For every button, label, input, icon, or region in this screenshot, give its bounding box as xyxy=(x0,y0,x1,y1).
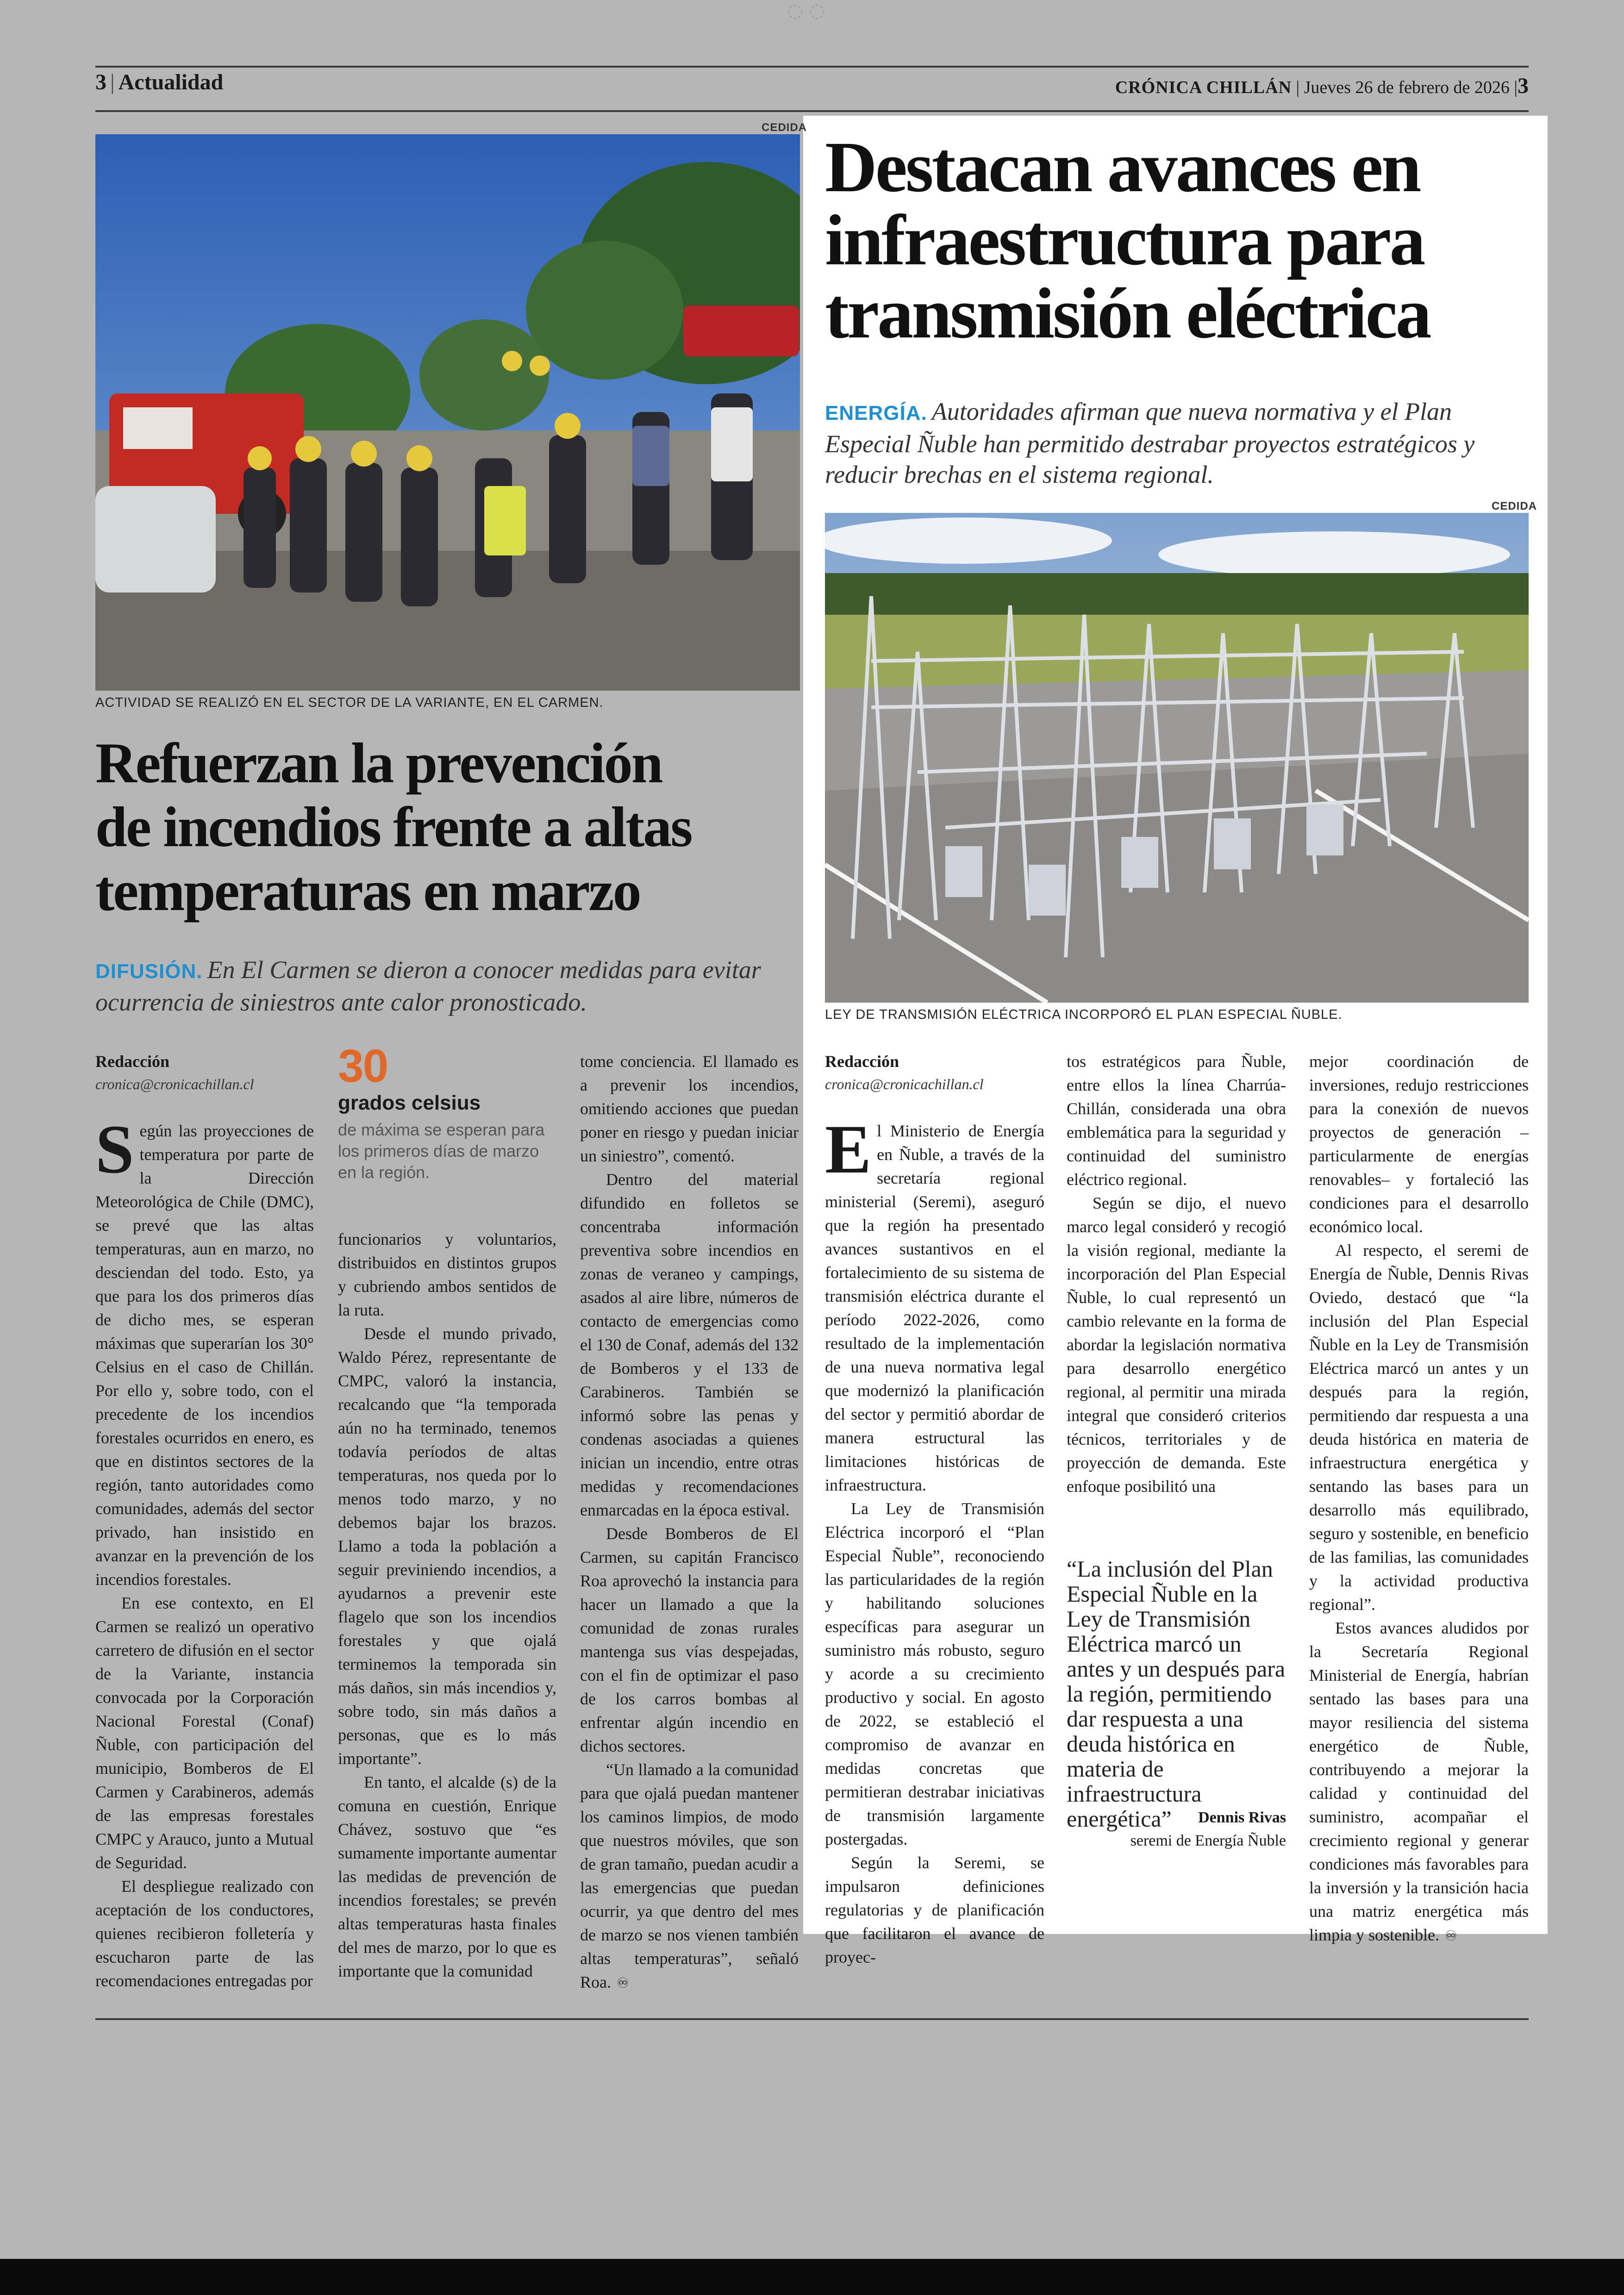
left-col3-p3: Desde Bomberos de El Carmen, su capitán Francisco Roa aprovechó la instancia para hacer un llamado a que la comunidad de zonas rurales mantenga sus vías despejadas, con el fin de optimizar el paso de los carros bombas al enfrentar algún incendio en dichos sectores. xyxy=(580,1524,799,1755)
section-header: 3 | Actualidad xyxy=(95,70,224,94)
left-headline-line: de incendios frente a altas xyxy=(95,795,692,859)
left-col3-p4: “Un llamado a la comunidad para que ojalá puedan mantener los caminos limpios, de modo que nuestros móviles, que son de gran tamaño, puedan acudir a las emergencias que puedan ocurrir, ya que dentro del mes de marzo se nos vienen también altas temperaturas”, señaló Roa. xyxy=(580,1760,799,1991)
right-photo-caption: LEY DE TRANSMISIÓN ELÉCTRICA INCORPORÓ EL PLAN ESPECIAL ÑUBLE. xyxy=(825,1007,1343,1022)
publication-date: Jueves 26 de febrero de 2026 xyxy=(1304,78,1510,97)
stat-label: grados celsius xyxy=(338,1091,481,1114)
right-headline-line: transmisión eléctrica xyxy=(825,273,1430,353)
left-photo-credit: CEDIDA xyxy=(762,121,807,134)
pull-quote: “La inclusión del Plan Especial Ñuble en la Ley de Transmisión Eléctrica marcó un antes y un después para la región, permitiendo dar respuesta a una deuda histórica en materia de infraestructura energética” xyxy=(1067,1556,1286,1832)
firefighters-photo-illustration xyxy=(95,134,800,691)
left-headline-line: temperaturas en marzo xyxy=(95,859,640,923)
substation-photo xyxy=(825,513,1529,1003)
right-column-2 xyxy=(1067,1050,1286,1498)
right-col1-p2: La Ley de Transmisión Eléctrica incorporó el “Plan Especial Ñuble”, reconociendo las particularidades de la región y habilitando soluciones específicas para asegurar un suministro más robusto, seguro y acorde a su crecimiento productivo y social. En agosto de 2022, se estableció el compromiso de avanzar en medidas concretas que permitieran destrabar iniciativas de transmisión largamente postergadas. xyxy=(825,1499,1044,1848)
right-byline: Redacción xyxy=(825,1052,899,1071)
right-col3-p3: Estos avances aludidos por la Secretaría Regional Ministerial de Energía, habrían sentado las bases para una mayor resiliencia del sistema energético de Ñuble, contribuyendo a mejorar la calidad y continuidad del suministro, acompañar el crecimiento regional y generar condiciones más favorables para la inversión y la transición hacia una matriz energética más limpia y sostenible. xyxy=(1309,1619,1529,1944)
left-column-2 xyxy=(338,1228,556,1983)
left-kicker: DIFUSIÓN. xyxy=(95,960,203,983)
left-deck-text: En El Carmen se dieron a conocer medidas para evitar ocurrencia de siniestros ante calor pronosticado. xyxy=(95,956,761,1016)
right-deck xyxy=(825,396,1533,490)
stat-number: 30 xyxy=(338,1040,388,1092)
left-col2-p2: Desde el mundo privado, Waldo Pérez, representante de CMPC, valoró la instancia, recalcando que “la temporada aún no ha terminado, tenemos todavía períodos de altas temperaturas, nos queda por lo menos todo marzo, y no debemos bajar los brazos. Llamo a toda la población a seguir previniendo incendios, a ayudarnos a prevenir este flagelo que son los incendios forestales y que ojalá terminemos la temporada sin más daños, sin más incendios y, sobre todo, sin más daños a personas, que es lo más importante”. xyxy=(338,1324,556,1768)
left-photo-caption: ACTIVIDAD SE REALIZÓ EN EL SECTOR DE LA VARIANTE, EN EL CARMEN. xyxy=(95,695,604,710)
end-mark-icon: ♾ xyxy=(617,1975,629,1991)
left-column-1 xyxy=(95,1111,314,1993)
right-col3-p2: Al respecto, el seremi de Energía de Ñuble, Dennis Rivas Oviedo, destacó que “la inclusión del Plan Especial Ñuble en la Ley de Transmisión Eléctrica marcó un antes y un después para la región, permitiendo dar respuesta a una deuda histórica en materia de infraestructura energética y sentando las bases para un desarrollo más equilibrado, seguro y sostenible, en beneficio de las familias, las comunidades y la actividad productiva regional”. xyxy=(1309,1241,1529,1614)
left-headline xyxy=(95,731,799,923)
substation-photo-illustration xyxy=(825,513,1529,1003)
right-kicker: ENERGÍA. xyxy=(825,402,927,424)
left-email[interactable]: cronica@cronicachillan.cl xyxy=(95,1076,254,1092)
footer-rule xyxy=(95,2018,1529,2020)
header-bottom-rule xyxy=(95,110,1529,112)
left-col3-p1: tome conciencia. El llamado es a prevenir los incendios, omitiendo acciones que puedan poner en riesgo y puedan iniciar un siniestro”, comentó. xyxy=(580,1052,799,1165)
quote-author-name: Dennis Rivas xyxy=(1198,1809,1286,1826)
right-dropcap: E xyxy=(825,1111,872,1188)
right-headline xyxy=(825,127,1538,353)
header-top-rule xyxy=(95,66,1529,68)
right-email[interactable]: cronica@cronicachillan.cl xyxy=(825,1076,984,1092)
left-dropcap: S xyxy=(95,1111,134,1188)
publication-name: CRÓNICA CHILLÁN xyxy=(1115,78,1292,97)
section-name: Actualidad xyxy=(118,70,224,94)
right-col3-p1: mejor coordinación de inversiones, redujo restricciones para la conexión de nuevos proyectos de generación –particularmente de energías renovables– y fortaleció las condiciones para el desarrollo económico local. xyxy=(1309,1052,1529,1236)
left-col1-p2: En ese contexto, en El Carmen se realizó un operativo carretero de difusión en el sector de la Variante, instancia convocada por la Corporación Nacional Forestal (Conaf) Ñuble, con participación del municipio, Bomberos de El Carmen y Carabineros, además de las empresas forestales CMPC y Arauco, junto a Mutual de Seguridad. xyxy=(95,1594,314,1872)
left-col2-p1: funcionarios y voluntarios, distribuidos en distintos grupos y cubriendo ambos sentidos de la ruta. xyxy=(338,1230,556,1319)
right-photo-credit: CEDIDA xyxy=(1492,500,1537,512)
publication-header: CRÓNICA CHILLÁN | Jueves 26 de febrero de 2026 |3 xyxy=(1115,74,1529,98)
page-number-right: 3 xyxy=(1518,74,1529,98)
left-col2-p3: En tanto, el alcalde (s) de la comuna en cuestión, Enrique Chávez, sostuvo que “es sumamente importante aumentar las medidas de prevención de incendios forestales; se prevén altas temperaturas hasta finales del mes de marzo, por lo que es importante que la comunidad xyxy=(338,1773,556,1980)
quote-author-role: seremi de Energía Ñuble xyxy=(1130,1832,1286,1849)
left-col3-p2: Dentro del material difundido en folletos se concentraba información preventiva sobre incendios en zonas de veraneo y campings, asados al aire libre, números de contacto de emergencias como el 130 de Conaf, además del 132 de Bomberos y el 133 de Carabineros. También se informó sobre las penas y condenas asociadas a quienes inician un incendio, entre otras medidas y recomendaciones enmarcadas en la época estival. xyxy=(580,1170,799,1519)
right-deck-text: Autoridades afirman que nueva normativa y el Plan Especial Ñuble han permitido destrabar proyectos estratégicos y reducir brechas en el sistema regional. xyxy=(825,398,1475,488)
right-col2-p2: Según se dijo, el nuevo marco legal consideró y recogió la visión regional, mediante la incorporación del Plan Especial Ñuble, lo cual representó un cambio relevante en la forma de abordar la legislación normativa para desarrollo energético regional, al permitir una mirada integral que consideró criterios técnicos, territoriales y de proyección de demanda. Este enfoque posibilitó una xyxy=(1067,1194,1286,1496)
left-deck xyxy=(95,954,799,1017)
right-headline-line: infraestructura para xyxy=(825,200,1424,280)
right-headline-line: Destacan avances en xyxy=(825,127,1420,207)
right-col1-p3: Según la Seremi, se impulsaron definiciones regulatorias y de planificación que facilitaron el avance de proyec- xyxy=(825,1853,1044,1966)
left-col1-p1: egún las proyecciones de temperatura por parte de la Dirección Meteorológica de Chile (DMC), se prevé que las altas temperaturas, aun en marzo, no desciendan del todo. Esto, ya que para los dos primeros días de dicho mes, se esperan máximas que superarían los 30° Celsius en el caso de Chillán. Por ello y, sobre todo, con el precedente de los incendios forestales ocurridos en enero, es que en distintos sectores de la región, tanto autoridades como comunidades, además del sector privado, han insistido en avanzar en la prevención de los incendios forestales. xyxy=(95,1122,314,1589)
end-mark-icon: ♾ xyxy=(1444,1928,1457,1944)
page-number-left: 3 xyxy=(95,70,106,94)
right-column-1 xyxy=(825,1111,1044,1969)
right-col2-p1: tos estratégicos para Ñuble, entre ellos la línea Charrúa-Chillán, considerada una obra emblemática para la seguridad y continuidad del suministro eléctrico regional. xyxy=(1067,1052,1286,1189)
page-nav-dots[interactable]: ◌ ◌ xyxy=(787,0,825,21)
left-column-3 xyxy=(580,1050,799,1995)
right-col1-p1: l Ministerio de Energía en Ñuble, a través de la secretaría regional ministerial (Seremi), aseguró que la región ha presentado avances sustantivos en el fortalecimiento de su sistema de transmisión eléctrica durante el período 2022-2026, como resultado de la implementación de una nueva normativa legal que modernizó la planificación del sector y permitió abordar de manera estructural las limitaciones históricas de infraestructura. xyxy=(825,1122,1044,1494)
viewer-bottom-bar xyxy=(0,2259,1624,2295)
right-column-3 xyxy=(1309,1050,1529,1948)
left-byline: Redacción xyxy=(95,1052,169,1071)
left-headline-line: Refuerzan la prevención xyxy=(95,731,662,795)
stat-description: de máxima se esperan para los primeros días de marzo en la región. xyxy=(338,1120,545,1182)
firefighters-photo xyxy=(95,134,800,691)
left-col1-p3: El despliegue realizado con aceptación de los conductores, quienes recibieron folletería y escucharon parte de las recomendaciones entregadas por xyxy=(95,1877,314,1990)
